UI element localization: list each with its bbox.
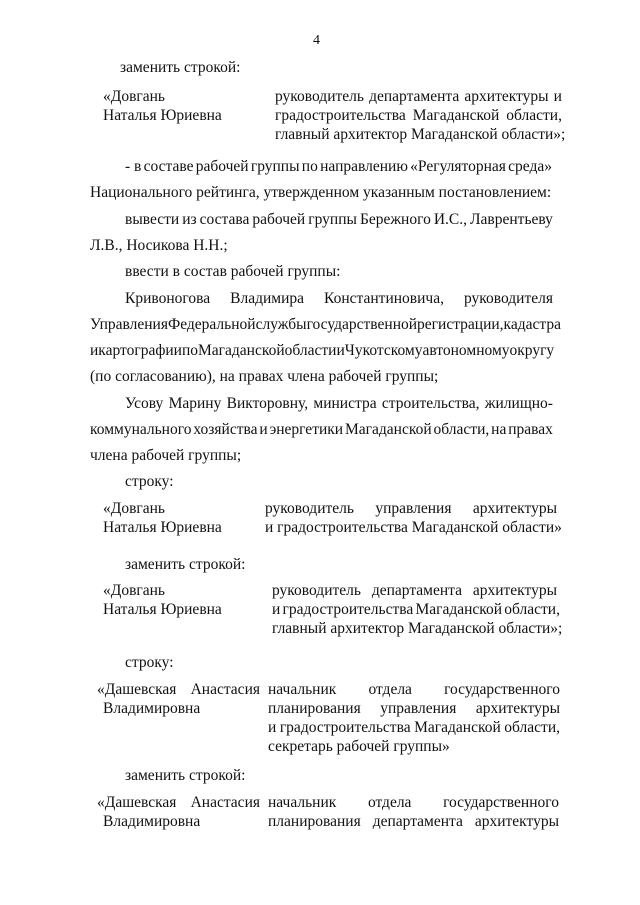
role-line: начальник отдела государственного [268, 794, 559, 811]
person-name-line: «Дашевская Анастасия [97, 794, 260, 811]
role-line: руководитель департамента архитектуры и [275, 88, 562, 105]
paragraph-line: вывести из состава рабочей группы Бережного И.С., Лаврентьеву [125, 211, 553, 228]
row-label: строку: [125, 473, 174, 490]
person-name-line: Владимировна [103, 813, 201, 830]
replace-with-label: заменить строкой: [120, 59, 241, 76]
role-line: планирования департамента архитектуры [268, 813, 559, 830]
role-line: и градостроительства Магаданской области» [265, 519, 562, 536]
role-line: начальник отдела государственного [268, 681, 560, 698]
replace-with-label: заменить строкой: [125, 767, 246, 784]
paragraph-line: и картографии по Магаданской области и Чукотскому автономному округу [90, 342, 555, 359]
person-name-line: Владимировна [103, 700, 201, 717]
role-line: и градостроительства Магаданской области, [272, 601, 560, 618]
page-number: 4 [313, 33, 320, 48]
paragraph-line: - в составе рабочей группы по направлению «Регуляторная среда» [125, 158, 552, 175]
person-name-line: «Довгань [103, 582, 165, 599]
paragraph-line: Кривоногова Владимира Константиновича, руководителя [125, 290, 553, 307]
person-name-line: Наталья Юриевна [103, 601, 222, 618]
paragraph-line: ввести в состав рабочей группы: [125, 263, 341, 280]
role-line: главный архитектор Магаданской области»; [272, 620, 563, 637]
role-line: планирования управления архитектуры [268, 700, 560, 717]
paragraph-line: Национального рейтинга, утвержденном указанным постановлением: [90, 184, 552, 201]
row-label: строку: [125, 654, 174, 671]
paragraph-line: члена рабочей группы; [90, 447, 242, 464]
person-name-line: «Довгань [103, 88, 165, 105]
paragraph-line: коммунального хозяйства и энергетики Магаданской области, на правах [90, 421, 553, 438]
person-name-line: «Довгань [103, 500, 165, 517]
paragraph-line: Усову Марину Викторовну, министра строительства, жилищно- [125, 395, 553, 412]
person-name-line: Наталья Юриевна [103, 519, 222, 536]
role-line: градостроительства Магаданской области, [275, 107, 562, 124]
paragraph-line: (по согласованию), на правах члена рабочей группы; [90, 368, 439, 385]
role-line: руководитель управления архитектуры [265, 500, 557, 517]
person-name-line: Наталья Юриевна [103, 107, 222, 124]
role-line: секретарь рабочей группы» [268, 738, 450, 755]
paragraph-line: Л.В., Носикова Н.Н.; [90, 237, 228, 254]
paragraph-line: Управления Федеральной службы государственной регистрации, кадастра [90, 316, 561, 333]
replace-with-label: заменить строкой: [125, 556, 246, 573]
role-line: главный архитектор Магаданской области»; [275, 126, 566, 143]
person-name-line: «Дашевская Анастасия [97, 681, 260, 698]
role-line: и градостроительства Магаданской области, [268, 719, 560, 736]
role-line: руководитель департамента архитектуры [272, 582, 557, 599]
